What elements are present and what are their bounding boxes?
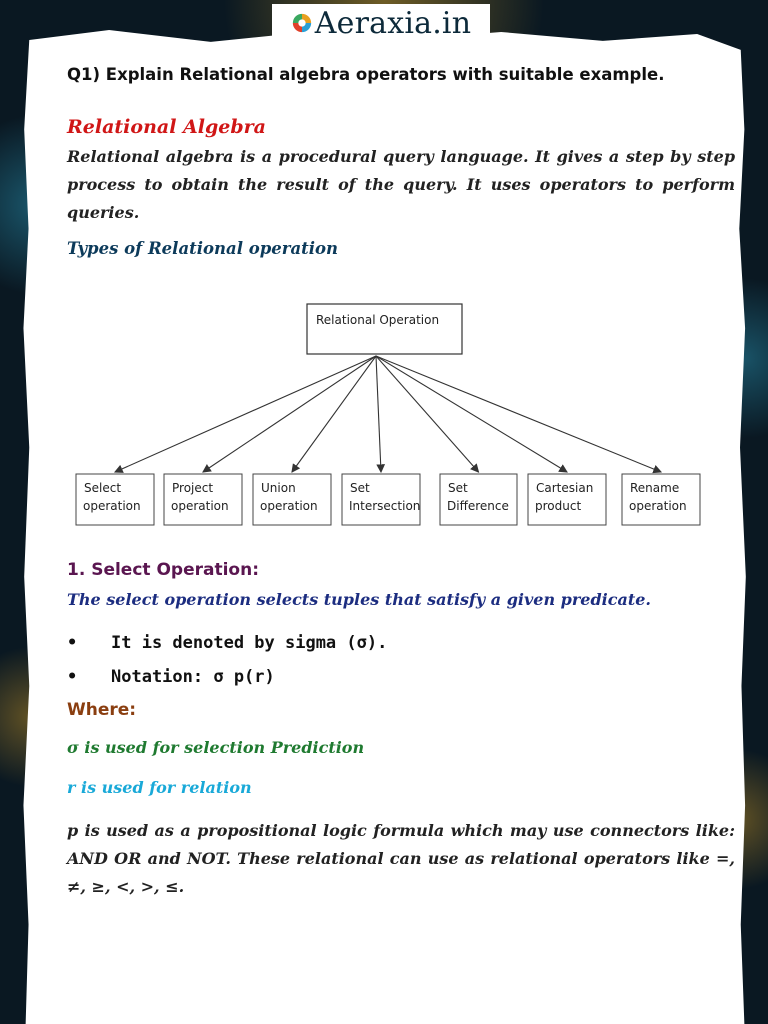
site-logo[interactable] bbox=[272, 4, 490, 42]
types-heading: Types of Relational operation bbox=[67, 239, 339, 258]
child-node-label-line2: product bbox=[535, 499, 582, 513]
intro-paragraph: Relational algebra is a procedural query language. It gives a step by step process to obtain the result of the query. It uses operators to perform queries. bbox=[67, 147, 735, 222]
bullet-item bbox=[67, 633, 387, 653]
bullet-text-notation: Notation: σ p(r) bbox=[111, 667, 275, 687]
where-label: Where: bbox=[67, 700, 137, 720]
child-node-label-line1: Set bbox=[448, 481, 468, 495]
bullet-item bbox=[67, 667, 275, 687]
question-title: Q1) Explain Relational algebra operators with suitable example. bbox=[67, 65, 665, 84]
child-node-label-line2: operation bbox=[171, 499, 229, 513]
root-node-box bbox=[307, 304, 462, 354]
diagram-nodes bbox=[76, 474, 700, 525]
child-node-label-line1: Select bbox=[84, 481, 122, 495]
root-node-label: Relational Operation bbox=[316, 313, 440, 327]
diagram-edge bbox=[376, 356, 567, 472]
child-node-label-line1: Cartesian bbox=[536, 481, 594, 495]
bullet-marker: • bbox=[67, 633, 78, 653]
child-node-label-line2: operation bbox=[260, 499, 318, 513]
sigma-definition: σ is used for selection Prediction bbox=[67, 738, 365, 757]
diagram-edge bbox=[376, 356, 381, 472]
bullet-marker: • bbox=[67, 667, 78, 687]
logo-swirl-icon bbox=[291, 12, 313, 34]
diagram-edge bbox=[203, 356, 376, 472]
child-node-label-line1: Rename bbox=[630, 481, 680, 495]
child-node-label-line2: operation bbox=[83, 499, 141, 513]
child-node-label-line2: Intersection bbox=[349, 499, 421, 513]
bullet-text-denoted: It is denoted by sigma (σ). bbox=[111, 633, 388, 653]
child-node-label-line2: operation bbox=[629, 499, 687, 513]
section-title: Relational Algebra bbox=[67, 116, 266, 138]
r-definition: r is used for relation bbox=[67, 778, 252, 797]
child-node-label-line1: Project bbox=[172, 481, 214, 495]
diagram-edge bbox=[292, 356, 376, 472]
relational-operation-diagram bbox=[60, 298, 710, 530]
child-node-label-line1: Set bbox=[350, 481, 370, 495]
select-operation-heading: 1. Select Operation: bbox=[67, 560, 259, 580]
child-node-label-line2: Difference bbox=[447, 499, 509, 513]
select-operation-description: The select operation selects tuples that satisfy a given predicate. bbox=[67, 590, 651, 609]
p-definition-paragraph: p is used as a propositional logic formula which may use connectors like: AND OR and NOT. These relational can use as relational operators like =, ≠, ≥, <, >, ≤. bbox=[67, 821, 735, 896]
diagram-edge bbox=[115, 356, 376, 472]
diagram-edge bbox=[376, 356, 479, 472]
diagram-edges bbox=[115, 356, 661, 472]
child-node-label-line1: Union bbox=[261, 481, 296, 495]
diagram-edge bbox=[376, 356, 661, 472]
logo-text: Aeraxia.in bbox=[314, 5, 472, 41]
